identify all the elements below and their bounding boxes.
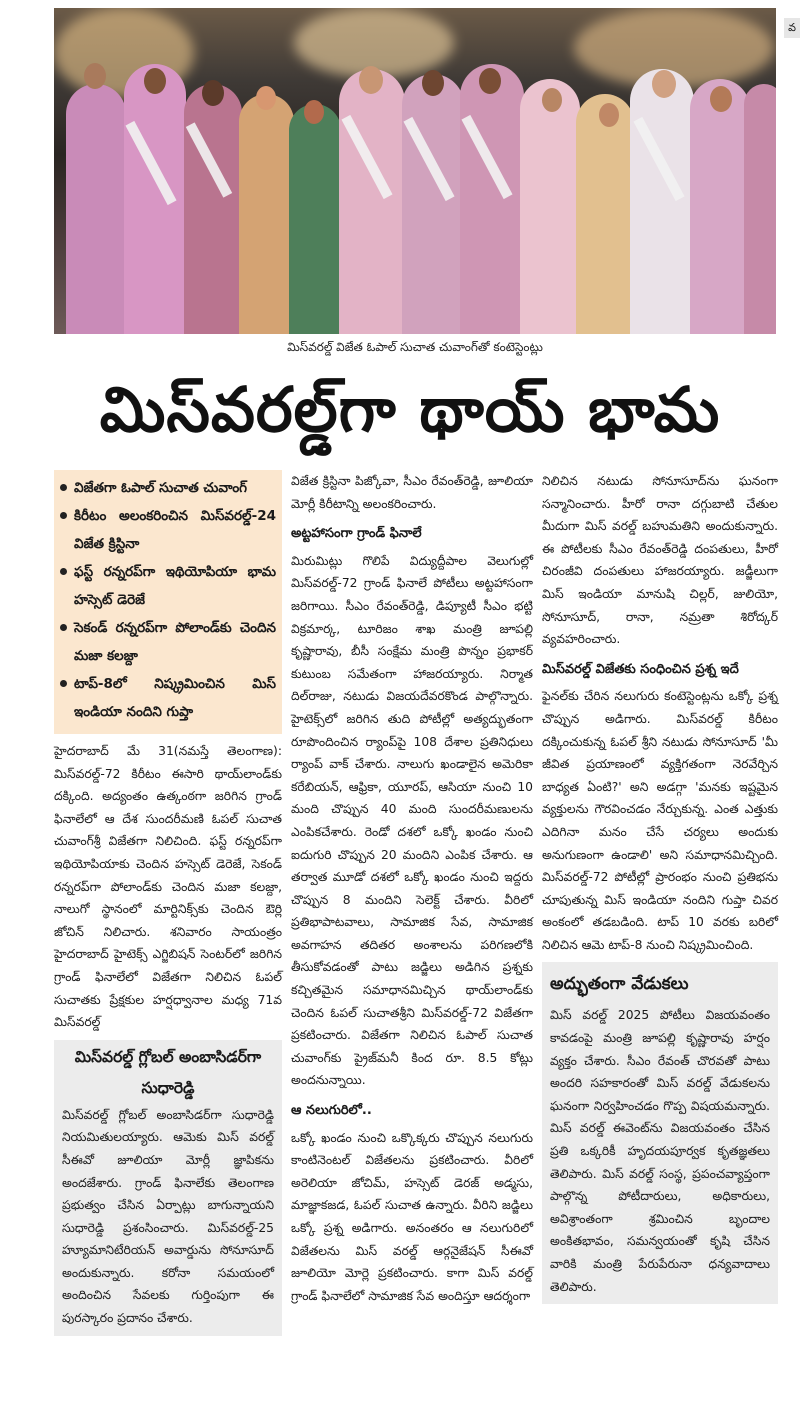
column-1 [54, 470, 282, 1336]
lead-paragraph: హైదరాబాద్ మే 31(నమస్తే తెలంగాణ): మిస్‌వరల్డ్-72 కిరీటం ఈసారి థాయ్‌లాండ్‌కు దక్కింది. అద్యంతం ఉత్కంఠగా జరిగిన గ్రాండ్ ఫినాలేలో ఆ దేశ సుందరీమణి ఓపల్ సుచాత చువాంగ్‌శ్రీ విజేతగా నిలిచింది. ఫస్ట్ రన్నరప్‌గా ఇథియోపియాకు చెందిన హస్సెట్ డెరెజే, సెకండ్ రన్నరప్‌గా పోలాండ్‌కు చెందిన మజా కలజ్దా, నాలుగో స్థానంలో మార్టినిక్స్‌కు చెందిన ఔర్లి జోచిన్ నిలిచారు. శనివారం సాయంత్రం హైదరాబాద్ హైటెక్స్ ఎగ్జిబిషన్ సెంటర్‌లో జరిగిన గ్రాండ్ ఫినాలేలో విజేతగా నిలిచిన ఓపల్ సుచాతకు ప్రేక్షకుల హర్షధ్వానాల మధ్య 71వ మిస్‌వరల్డ్ [54, 744, 282, 1030]
ambassador-box-body: మిస్‌వరల్డ్ గ్లోబల్ అంబాసిడర్‌గా సుధారెడ్డి నియమితులయ్యారు. ఆమెకు మిస్ వరల్డ్ సీఈవో జూలియా మోర్లీ జ్ఞాపికను అందజేశారు. గ్రాండ్ ఫినాలేకు తెలంగాణ ప్రభుత్వం చేసిన ఏర్పాట్లు బాగున్నాయని సుధారెడ్డి ప్రశంసించారు. మిస్‌వరల్డ్-25 హ్యూమానిటేరియన్ అవార్డును సోనూసూద్ అందుకున్నారు. కరోనా సమయంలో అందించిన సేవలకు గుర్తింపుగా ఈ పురస్కారం ప్రదానం చేశారు. [62, 1107, 274, 1326]
column-3 [542, 470, 778, 1304]
highlight-item: సెకండ్ రన్నరప్‌గా పోలాండ్‌కు చెందిన మజా కలజ్దా [60, 614, 276, 670]
col3-paragraph-2: ఫైనల్‌కు చేరిన నలుగురు కంటెస్టెంట్లను ఒక్కో ప్రశ్న చొప్పున అడిగారు. మిస్‌వరల్డ్ కిరీటం దక్కించుకున్న ఓపల్ శ్రీని నటుడు సోనూసూద్ 'మీ జీవిత ప్రయాణంలో వ్యక్తిగతంగా నెరవేర్చిన బాధ్యత ఏంటి?' అని అడగ్గా 'మనకు ఇష్టమైన వ్యక్తులను గౌరవించడం నేర్చుకున్న. ఎంత ఎత్తుకు ఎదిగినా మనం చేసే చర్యలు అందుకు అనుగుణంగా ఉండాలి' అని సమాధానమిచ్చింది. మిస్‌వరల్డ్-72 పోటీల్లో ప్రారంభం నుంచి ప్రతిభను చూపుతున్న మిస్ ఇండియా నందిని గుప్తా చివర అంకంలో తడబడింది. టాప్ 10 వరకు బరిలో నిలిచిన ఆమె టాప్-8 నుంచి నిష్క్రమించింది. [542, 689, 778, 952]
highlight-item: టాప్-8లో నిష్క్రమించిన మిస్ ఇండియా నందిని గుప్తా [60, 670, 276, 726]
subhead-question: మిస్‌వరల్డ్ విజేతకు సంధించిన ప్రశ్న ఇదే [542, 661, 739, 677]
col3-paragraph-1: నిలిచిన నటుడు సోనూసూద్‌ను ఘనంగా సన్మానించారు. హీరో రానా దగ్గుబాటి చేతుల మీదుగా మిస్ వరల్డ్ బహుమతిని అందుకున్నారు. ఈ పోటీలకు సీఎం రేవంత్‌రెడ్డి దంపతులు, హీరో చిరంజీవి దంపతులు హాజరయ్యారు. జడ్జీలుగా మిస్ ఇండియా మానుషి చిల్లర్, జులియో, సోనూసూద్, రానా, నమ్రతా శిరోద్కర్ వ్యవహరించారు. [542, 474, 778, 647]
col2-intro: విజేత క్రిస్టినా పిజ్కోవా, సీఎం రేవంత్‌రెడ్డి, జూలియా మోర్లీ కిరీటాన్ని అలంకరించారు. [291, 474, 533, 511]
ambassador-box [54, 1040, 282, 1336]
celebrations-box-body: మిస్ వరల్డ్ 2025 పోటీలు విజయవంతం కావడంపై మంత్రి జూపల్లి కృష్ణారావు హర్షం వ్యక్తం చేశారు. సీఎం రేవంత్ చొరవతో పాటు అందరి సహకారంతో మిస్ వరల్డ్ వేడుకలను ఘనంగా నిర్వహించడం గొప్ప విషయమన్నారు. మిస్ వరల్డ్ ఈవెంట్‌ను విజయవంతం చేసిన ప్రతి ఒక్కరికీ హృదయపూర్వక కృతజ్ఞతలు తెలిపారు. మిస్ వరల్డ్ సంస్థ, ప్రపంచవ్యాప్తంగా పాల్గొన్న పోటీదారులు, అధికారులు, అవిశ్రాంతంగా శ్రమించిన బృందాల అంకితభావం, సమన్వయంతో కృషి చేసిన వారికి మంత్రి పేరుపేరునా ధన్యవాదాలు తెలిపారు. [550, 1008, 770, 1294]
photo-caption: మిస్‌వరల్డ్ విజేత ఓపాల్ సుచాత చువాంగ్‌తో కంటెస్టెంట్లు [287, 340, 543, 354]
highlight-item: విజేతగా ఓపాల్ సుచాత చువాంగ్ [60, 474, 276, 502]
bullet-icon [60, 624, 67, 631]
highlight-item: ఫస్ట్ రన్నరప్‌గా ఇథియోపియా భామ హస్సెట్ డెరెజే [60, 558, 276, 614]
headline: మిస్‌వరల్డ్‌గా థాయ్ భామ [99, 373, 721, 446]
ambassador-box-title: మిస్‌వరల్డ్ గ్లోబల్ అంబాసిడర్‌గా సుధారెడ్డి [74, 1047, 262, 1097]
col2-paragraph-2: ఒక్కో ఖండం నుంచి ఒక్కొక్కరు చొప్పున నలుగురు కాంటినెంటల్ విజేతలను ప్రకటించారు. వీరిలో అరెలియా జోచిమ్, హస్సెట్ డెరజ్ అడ్మసు, మాజ్ఞాకజడ, ఓపల్ సుచాత ఉన్నారు. వీరిని జడ్జిలు ఒక్కో ప్రశ్న అడిగారు. అనంతరం ఆ నలుగురిలో విజేతలను మిస్ వరల్డ్ ఆర్గనైజేషన్ సీఈవో జూలియో మోర్లె ప్రకటించారు. కాగా మిస్ వరల్డ్ గ్రాండ్ ఫినాలేలో సామాజిక సేవ అందిస్తూ ఆదర్శంగా [291, 1130, 533, 1303]
bullet-icon [60, 484, 67, 491]
highlight-item: కిరీటం అలంకరించిన మిస్‌వరల్డ్-24 విజేత క్రిస్టినా [60, 502, 276, 558]
col2-paragraph-1: మిరుమిట్లు గొలిపే విద్యుద్దీపాల వెలుగుల్లో మిస్‌వరల్డ్-72 గ్రాండ్ ఫినాలే పోటీలు అట్టహాసంగా జరిగాయి. సీఎం రేవంత్‌రెడ్డి, డిప్యూటీ సీఎం భట్టి విక్రమార్క, టూరిజం శాఖ మంత్రి జూపల్లి కృష్ణారావు, బీసీ సంక్షేమ మంత్రి పొన్నం ప్రభాకర్ కుటుంబ సమేతంగా హాజరయ్యారు. నిర్మాత దిల్‌రాజు, నటుడు విజయదేవరకొండ పాల్గొన్నారు. హైటెక్స్‌లో జరిగిన తుది పోటీల్లో అత్యద్భుతంగా రూపొందించిన ర్యాంప్‌పై 108 దేశాల ప్రతినిధులు ర్యాంప్ వాక్ చేశారు. నాలుగు ఖండాలైన అమెరికా కరేబియన్, ఆఫ్రికా, యూరప్, ఆసియా నుంచి 10 మంది చొప్పున 40 మంది సుందరీమణులను ఎంపికచేశారు. రెండో దశలో ఒక్కో ఖండం నుంచి ఐదుగురి చొప్పున 20 మందిని ఎంపిక చేశారు. ఆ తర్వాత మూడో దశలో ఒక్కో ఖండం నుంచి ఇద్దరు చొప్పున 8 మందిని సెలెక్ట్ చేశారు. వీరిలో ప్రతిభాపాటవాలు, సామాజిక సేవ, సామాజిక అవగాహన తదితర అంశాలను పరిగణలోకి తీసుకోవడంతో పాటు జడ్జిలు అడిగిన ప్రశ్నకు కచ్చితమైన సమాధానమిచ్చిన థాయ్‌లాండ్‌కు చెందిన ఓపల్ సుచాతశ్రీని మిస్‌వరల్డ్-72 విజేతగా ప్రకటించారు. విజేతగా నిలిచిన ఓపాల్ సుచాత చువాంగ్‌కు ప్రైజ్‌మనీ కింద రూ. 8.5 కోట్లు అందనున్నాయి. [291, 553, 533, 1088]
bullet-icon [60, 568, 67, 575]
bullet-icon [60, 680, 67, 687]
highlights-box [54, 470, 282, 734]
contestants-photo [54, 8, 776, 334]
celebrations-box [542, 962, 778, 1304]
subhead-four-finalists: ఆ నలుగురిలో.. [291, 1103, 372, 1119]
subhead-grand-finale: అట్టహాసంగా గ్రాండ్ ఫినాలే [291, 526, 422, 542]
page-corner-tab: వ [784, 18, 800, 38]
celebrations-box-title: అద్భుతంగా వేడుకలు [550, 974, 689, 995]
bullet-icon [60, 512, 67, 519]
column-2 [291, 470, 533, 1307]
